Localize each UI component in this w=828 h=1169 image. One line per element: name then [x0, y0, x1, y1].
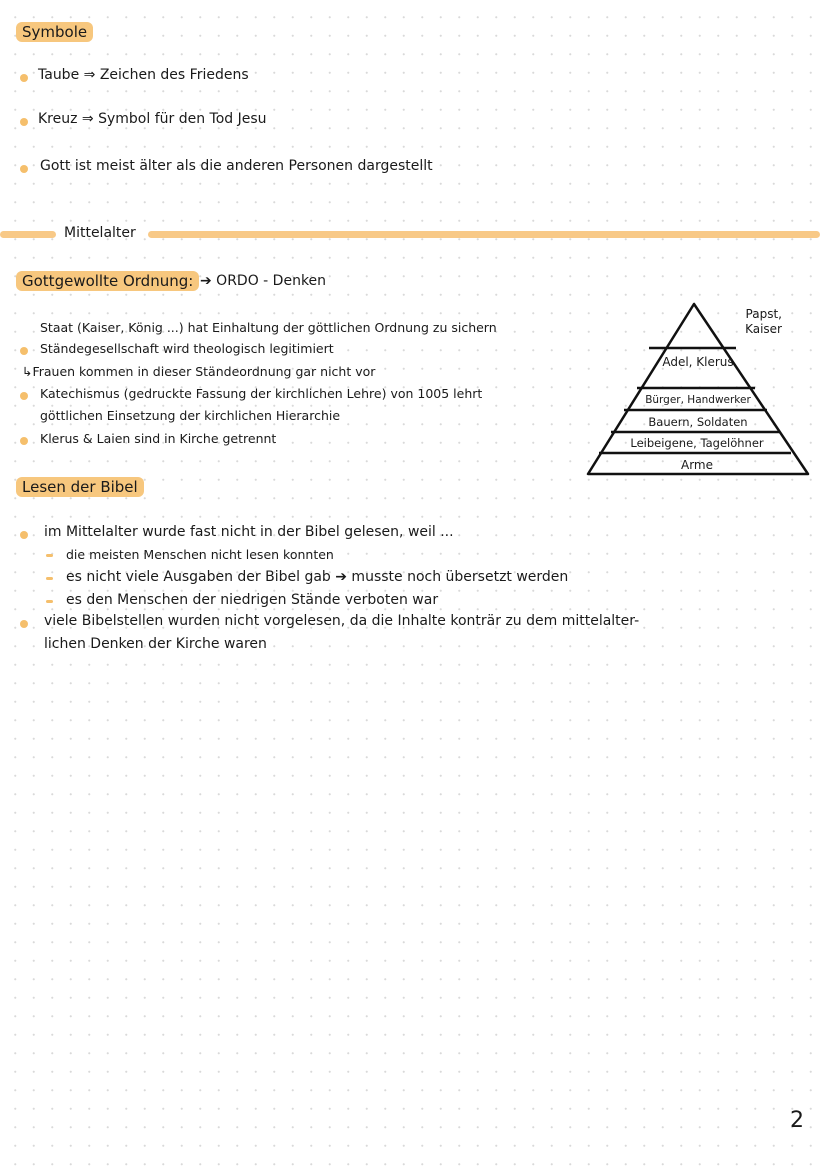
bibel-heading: Lesen der Bibel [16, 477, 144, 497]
divider-band-right [148, 231, 820, 238]
bibel-reason: es nicht viele Ausgaben der Bibel gab ➔ musste noch übersetzt werden [66, 569, 569, 585]
symbol-item-taube: Taube ⇒ Zeichen des Friedens [38, 67, 249, 83]
pyramid-level: Leibeigene, Tagelöhner [630, 436, 764, 450]
divider-band-left [0, 231, 56, 238]
ordnung-heading: Gottgewollte Ordnung: [16, 271, 199, 291]
ordo-denken: ➔ ORDO - Denken [200, 273, 327, 289]
bullet-dot [20, 531, 28, 539]
pyramid-level: Arme [680, 458, 713, 472]
bibel-point2: viele Bibelstellen wurden nicht vorgelesen, da die Inhalte konträr zu dem mittelalter- [44, 613, 640, 629]
ordnung-line: Ständegesellschaft wird theologisch legitimiert [40, 341, 334, 356]
bullet-dot [20, 347, 28, 355]
bullet-dot [20, 620, 28, 628]
bullet-dot [20, 392, 28, 400]
pyramid-level: Adel, Klerus [662, 355, 734, 369]
bullet-dot [20, 74, 28, 82]
bullet-dot [20, 437, 28, 445]
dash-marker [46, 577, 53, 580]
bibel-intro: im Mittelalter wurde fast nicht in der Bibel gelesen, weil ... [44, 524, 454, 540]
bullet-dot [20, 118, 28, 126]
dash-marker [46, 554, 53, 557]
ordnung-line: Klerus & Laien sind in Kirche getrennt [40, 431, 277, 446]
bibel-reason: die meisten Menschen nicht lesen konnten [66, 547, 334, 562]
ordnung-line: Katechismus (gedruckte Fassung der kirchlichen Lehre) von 1005 lehrt [40, 386, 483, 401]
ordnung-line: göttlichen Einsetzung der kirchlichen Hierarchie [40, 408, 341, 423]
symbol-item-kreuz: Kreuz ⇒ Symbol für den Tod Jesu [38, 111, 267, 127]
ordnung-subline: ↳Frauen kommen in dieser Ständeordnung gar nicht vor [22, 364, 376, 379]
pyramid-top-label: Papst, Kaiser [745, 307, 782, 336]
symbole-heading: Symbole [16, 22, 93, 42]
page-number: 2 [790, 1108, 804, 1133]
mittelalter-title: Mittelalter [64, 225, 136, 241]
bullet-dot [20, 165, 28, 173]
staendepyramide [580, 296, 820, 480]
pyramid-level: Bauern, Soldaten [648, 415, 748, 429]
pyramid-level: Bürger, Handwerker [645, 394, 751, 406]
dash-marker [46, 600, 53, 603]
symbol-item-gott: Gott ist meist älter als die anderen Personen dargestellt [40, 158, 433, 174]
ordnung-line: Staat (Kaiser, König ...) hat Einhaltung der göttlichen Ordnung zu sichern [40, 320, 497, 335]
bibel-point2-cont: lichen Denken der Kirche waren [44, 636, 267, 652]
bibel-reason: es den Menschen der niedrigen Stände verboten war [66, 592, 439, 608]
